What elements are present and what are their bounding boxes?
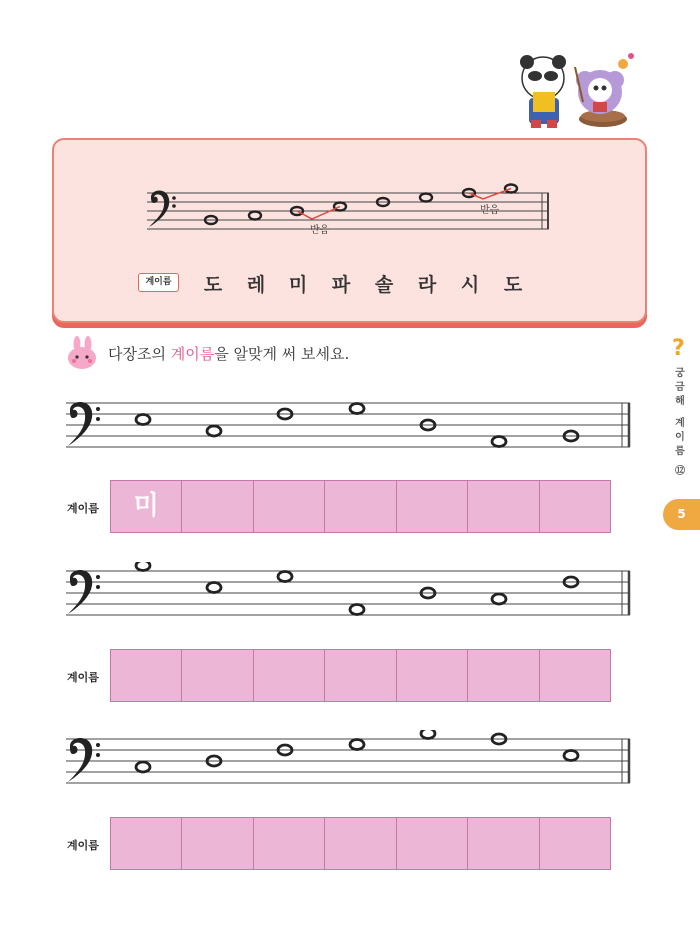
answer-cell[interactable] bbox=[468, 650, 539, 701]
intro-note-6: 라 bbox=[417, 274, 437, 296]
chapter-tab[interactable]: 5 bbox=[663, 499, 700, 530]
answer-cell[interactable] bbox=[540, 481, 610, 532]
answer-cell[interactable] bbox=[540, 818, 610, 869]
row-label-3: 계이름 bbox=[67, 839, 99, 852]
panda-and-sheep-characters-icon bbox=[505, 42, 645, 134]
row-label-2: 계이름 bbox=[67, 671, 99, 684]
side-char: 해 bbox=[675, 396, 685, 407]
answer-cell[interactable] bbox=[111, 818, 182, 869]
answer-grid-2 bbox=[110, 649, 611, 702]
bass-clef-icon bbox=[149, 191, 176, 228]
intro-note-3: 미 bbox=[288, 274, 308, 296]
exercise-staff-1 bbox=[66, 394, 632, 458]
answer-cell[interactable] bbox=[397, 818, 468, 869]
answer-grid-3 bbox=[110, 817, 611, 870]
side-char: 름 bbox=[675, 446, 685, 457]
side-char: 금 bbox=[675, 382, 685, 393]
side-char: ⑫ bbox=[675, 466, 685, 477]
half-step-label-1: 반음 bbox=[310, 225, 330, 236]
answer-cell[interactable] bbox=[325, 481, 396, 532]
intro-note-1: 도 bbox=[203, 274, 223, 296]
instruction-text: 다장조의 계이름을 알맞게 써 보세요. bbox=[108, 345, 350, 363]
solfege-badge: 계이름 bbox=[138, 273, 179, 292]
side-char: 계 bbox=[675, 418, 685, 429]
side-char: 이 bbox=[675, 432, 685, 443]
answer-cell[interactable] bbox=[182, 818, 253, 869]
answer-cell[interactable] bbox=[254, 818, 325, 869]
answer-cell[interactable] bbox=[182, 650, 253, 701]
bass-clef-icon bbox=[68, 570, 100, 614]
question-mark-icon: ? bbox=[672, 336, 685, 361]
answer-cell[interactable] bbox=[254, 650, 325, 701]
bass-clef-icon bbox=[68, 402, 100, 446]
intro-note-2: 레 bbox=[246, 274, 266, 296]
bass-clef-icon bbox=[68, 738, 100, 782]
answer-cell[interactable] bbox=[468, 818, 539, 869]
answer-cell[interactable] bbox=[540, 650, 610, 701]
row-label-1: 계이름 bbox=[67, 502, 99, 515]
intro-note-7: 시 bbox=[460, 274, 480, 296]
intro-note-4: 파 bbox=[331, 274, 351, 296]
answer-cell[interactable] bbox=[468, 481, 539, 532]
bunny-icon bbox=[66, 336, 100, 370]
half-step-label-2: 반음 bbox=[480, 205, 500, 216]
intro-note-8: 도 bbox=[503, 274, 523, 296]
answer-cell[interactable] bbox=[325, 818, 396, 869]
answer-cell[interactable] bbox=[182, 481, 253, 532]
answer-cell[interactable] bbox=[111, 650, 182, 701]
answer-grid-1 bbox=[110, 480, 611, 533]
answer-cell[interactable] bbox=[254, 481, 325, 532]
exercise-staff-2 bbox=[66, 562, 632, 626]
answer-cell[interactable] bbox=[325, 650, 396, 701]
answer-cell[interactable] bbox=[397, 650, 468, 701]
intro-staff bbox=[147, 175, 551, 241]
answer-cell[interactable]: 미 bbox=[111, 481, 182, 532]
answer-cell[interactable] bbox=[397, 481, 468, 532]
intro-note-5: 솔 bbox=[374, 274, 394, 296]
side-char: 궁 bbox=[675, 368, 685, 379]
exercise-staff-3 bbox=[66, 730, 632, 794]
